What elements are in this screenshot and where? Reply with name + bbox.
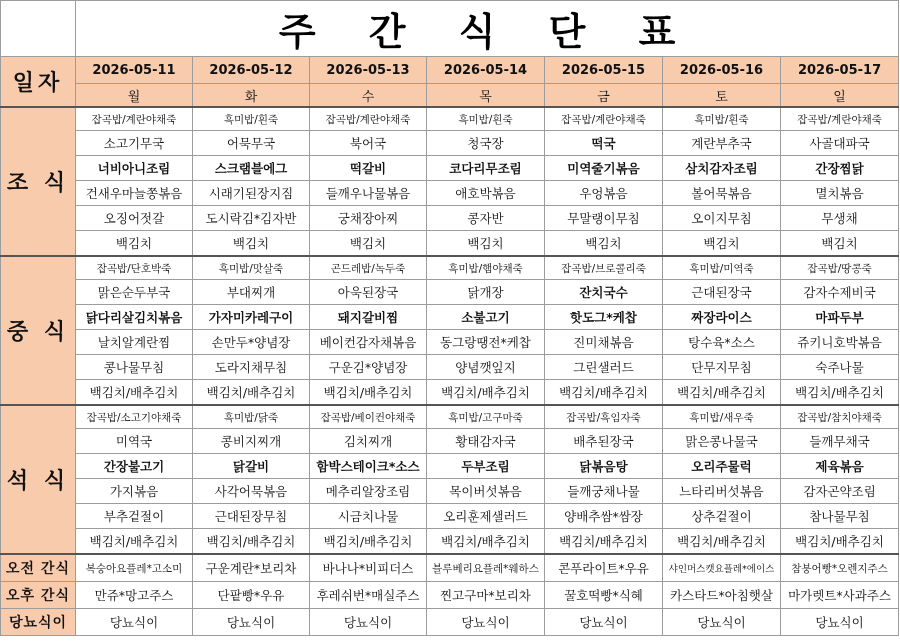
weekday-cell: 수 [310, 84, 427, 108]
menu-item-cell: 떡갈비 [310, 156, 427, 181]
menu-item-cell: 잡곡밥/브로콜리죽 [545, 256, 663, 280]
menu-item-cell: 탕수육*소스 [663, 330, 781, 355]
menu-item-cell: 콩자반 [427, 206, 545, 231]
menu-item-cell: 미역국 [76, 429, 193, 454]
meal-row [1, 280, 899, 305]
menu-item-cell: 가지볶음 [76, 479, 193, 504]
menu-item-cell: 흑미밥/고구마죽 [427, 405, 545, 429]
menu-item-cell: 감자곤약조림 [781, 479, 899, 504]
date-cell: 2026-05-13 [310, 57, 427, 84]
menu-item-cell: 잔치국수 [545, 280, 663, 305]
meal-row [1, 156, 899, 181]
menu-item-cell: 잡곡밥/베이컨야채죽 [310, 405, 427, 429]
meal-row [1, 181, 899, 206]
menu-item-cell: 베이컨감자채볶음 [310, 330, 427, 355]
weekday-cell: 토 [663, 84, 781, 108]
menu-item-cell: 느타리버섯볶음 [663, 479, 781, 504]
title-blank-cell [1, 1, 76, 57]
menu-item-cell: 근대된장무침 [193, 504, 310, 529]
meal-row [1, 380, 899, 406]
menu-item-cell: 돼지갈비찜 [310, 305, 427, 330]
menu-item-cell: 구운김*양념장 [310, 355, 427, 380]
snack-item-cell: 당뇨식이 [545, 609, 663, 636]
menu-item-cell: 손만두*양념장 [193, 330, 310, 355]
menu-item-cell: 마파두부 [781, 305, 899, 330]
menu-item-cell: 소불고기 [427, 305, 545, 330]
menu-item-cell: 곤드레밥/녹두죽 [310, 256, 427, 280]
menu-item-cell: 잡곡밥/소고기야채죽 [76, 405, 193, 429]
menu-item-cell: 양념깻잎지 [427, 355, 545, 380]
menu-item-cell: 무생채 [781, 206, 899, 231]
snack-item-cell: 당뇨식이 [781, 609, 899, 636]
weekday-cell: 목 [427, 84, 545, 108]
menu-item-cell: 목이버섯볶음 [427, 479, 545, 504]
menu-item-cell: 두부조림 [427, 454, 545, 479]
menu-item-cell: 건새우마늘쫑볶음 [76, 181, 193, 206]
menu-item-cell: 맑은콩나물국 [663, 429, 781, 454]
snack-item-cell: 복숭아요플레*고소미 [76, 554, 193, 582]
menu-item-cell: 숙주나물 [781, 355, 899, 380]
weekday-cell: 월 [76, 84, 193, 108]
menu-item-cell: 잡곡밥/땅콩죽 [781, 256, 899, 280]
menu-item-cell: 핫도그*케찹 [545, 305, 663, 330]
meal-row [1, 454, 899, 479]
menu-item-cell: 애호박볶음 [427, 181, 545, 206]
menu-item-cell: 백김치/배추김치 [76, 529, 193, 555]
snack-item-cell: 당뇨식이 [76, 609, 193, 636]
menu-item-cell: 황태감자국 [427, 429, 545, 454]
menu-item-cell: 백김치/배추김치 [545, 529, 663, 555]
meal-section-label: 조 식 [1, 107, 76, 256]
menu-item-cell: 계란부추국 [663, 131, 781, 156]
menu-item-cell: 잡곡밥/단호박죽 [76, 256, 193, 280]
menu-item-cell: 양배추쌈*쌈장 [545, 504, 663, 529]
menu-item-cell: 닭갈비 [193, 454, 310, 479]
menu-item-cell: 소고기무국 [76, 131, 193, 156]
menu-item-cell: 콩나물무침 [76, 355, 193, 380]
date-cell: 2026-05-11 [76, 57, 193, 84]
menu-item-cell: 어묵무국 [193, 131, 310, 156]
menu-item-cell: 아욱된장국 [310, 280, 427, 305]
snack-label: 당뇨식이 [1, 609, 76, 636]
menu-item-cell: 오리훈제샐러드 [427, 504, 545, 529]
snack-row [1, 554, 899, 582]
weekday-cell: 화 [193, 84, 310, 108]
date-cell: 2026-05-12 [193, 57, 310, 84]
menu-item-cell: 멸치볶음 [781, 181, 899, 206]
menu-item-cell: 백김치/배추김치 [427, 529, 545, 555]
menu-item-cell: 잡곡밥/흑임자죽 [545, 405, 663, 429]
menu-item-cell: 들깨무채국 [781, 429, 899, 454]
snack-item-cell: 카스타드*아침햇살 [663, 582, 781, 609]
menu-item-cell: 코다리무조림 [427, 156, 545, 181]
snack-item-cell: 구운계란*보리차 [193, 554, 310, 582]
menu-item-cell: 떡국 [545, 131, 663, 156]
menu-item-cell: 함박스테이크*소스 [310, 454, 427, 479]
snack-item-cell: 찐고구마*보리차 [427, 582, 545, 609]
menu-item-cell: 흑미밥/맛살죽 [193, 256, 310, 280]
menu-item-cell: 흑미밥/닭죽 [193, 405, 310, 429]
menu-item-cell: 날치알계란찜 [76, 330, 193, 355]
menu-item-cell: 오이지무침 [663, 206, 781, 231]
meal-row [1, 131, 899, 156]
menu-item-cell: 북어국 [310, 131, 427, 156]
menu-item-cell: 참나물무침 [781, 504, 899, 529]
menu-item-cell: 맑은순두부국 [76, 280, 193, 305]
menu-item-cell: 무말랭이무침 [545, 206, 663, 231]
menu-item-cell: 청국장 [427, 131, 545, 156]
snack-item-cell: 마가렛트*사과주스 [781, 582, 899, 609]
menu-item-cell: 백김치 [545, 231, 663, 257]
menu-item-cell: 우엉볶음 [545, 181, 663, 206]
meal-row [1, 206, 899, 231]
menu-item-cell: 백김치/배추김치 [663, 380, 781, 406]
snack-item-cell: 만쥬*망고주스 [76, 582, 193, 609]
menu-item-cell: 흑미밥/흰죽 [193, 107, 310, 131]
snack-row [1, 609, 899, 636]
menu-item-cell: 백김치 [781, 231, 899, 257]
menu-item-cell: 백김치/배추김치 [663, 529, 781, 555]
menu-item-cell: 제육볶음 [781, 454, 899, 479]
date-cell: 2026-05-16 [663, 57, 781, 84]
meal-section-label: 석 식 [1, 405, 76, 554]
menu-item-cell: 진미채볶음 [545, 330, 663, 355]
menu-item-cell: 흑미밥/햄야채죽 [427, 256, 545, 280]
snack-row [1, 582, 899, 609]
menu-item-cell: 짜장라이스 [663, 305, 781, 330]
meal-row [1, 405, 899, 429]
menu-item-cell: 백김치/배추김치 [545, 380, 663, 406]
menu-item-cell: 삼치감자조림 [663, 156, 781, 181]
menu-item-cell: 시래기된장지짐 [193, 181, 310, 206]
menu-item-cell: 백김치/배추김치 [310, 380, 427, 406]
menu-item-cell: 백김치 [427, 231, 545, 257]
menu-item-cell: 잡곡밥/계란야채죽 [76, 107, 193, 131]
meal-row [1, 355, 899, 380]
meal-row [1, 479, 899, 504]
menu-item-cell: 닭볶음탕 [545, 454, 663, 479]
snack-item-cell: 후레쉬번*매실주스 [310, 582, 427, 609]
menu-item-cell: 그린샐러드 [545, 355, 663, 380]
menu-item-cell: 감자수제비국 [781, 280, 899, 305]
menu-item-cell: 백김치/배추김치 [76, 380, 193, 406]
snack-sections [1, 554, 899, 636]
menu-item-cell: 부대찌개 [193, 280, 310, 305]
snack-item-cell: 당뇨식이 [193, 609, 310, 636]
snack-item-cell: 당뇨식이 [310, 609, 427, 636]
page-title: 주 간 식 단 표 [76, 1, 899, 57]
meal-row [1, 330, 899, 355]
menu-item-cell: 백김치 [76, 231, 193, 257]
snack-item-cell: 꿀호떡빵*식혜 [545, 582, 663, 609]
snack-item-cell: 당뇨식이 [427, 609, 545, 636]
menu-item-cell: 상추겉절이 [663, 504, 781, 529]
menu-item-cell: 백김치/배추김치 [781, 380, 899, 406]
menu-item-cell: 간장찜닭 [781, 156, 899, 181]
snack-item-cell: 당뇨식이 [663, 609, 781, 636]
menu-item-cell: 김치찌개 [310, 429, 427, 454]
date-header-label: 일자 [1, 57, 76, 108]
menu-item-cell: 사골대파국 [781, 131, 899, 156]
menu-item-cell: 배추된장국 [545, 429, 663, 454]
menu-item-cell: 백김치 [663, 231, 781, 257]
menu-item-cell: 백김치/배추김치 [193, 529, 310, 555]
weekday-cell: 금 [545, 84, 663, 108]
meal-sections [1, 107, 899, 554]
snack-item-cell: 샤인머스캣요플레*에이스 [663, 554, 781, 582]
menu-item-cell: 사각어묵볶음 [193, 479, 310, 504]
menu-item-cell: 스크램블에그 [193, 156, 310, 181]
menu-item-cell: 단무지무침 [663, 355, 781, 380]
menu-item-cell: 콩비지찌개 [193, 429, 310, 454]
menu-item-cell: 흑미밥/새우죽 [663, 405, 781, 429]
menu-item-cell: 들깨궁채나물 [545, 479, 663, 504]
menu-item-cell: 간장불고기 [76, 454, 193, 479]
menu-item-cell: 시금치나물 [310, 504, 427, 529]
menu-item-cell: 백김치/배추김치 [193, 380, 310, 406]
menu-item-cell: 잡곡밥/계란야채죽 [781, 107, 899, 131]
menu-item-cell: 백김치/배추김치 [310, 529, 427, 555]
snack-item-cell: 콘푸라이트*우유 [545, 554, 663, 582]
menu-item-cell: 부추겉절이 [76, 504, 193, 529]
menu-item-cell: 오리주물럭 [663, 454, 781, 479]
meal-row [1, 256, 899, 280]
menu-item-cell: 잡곡밥/계란야채죽 [545, 107, 663, 131]
menu-item-cell: 미역줄기볶음 [545, 156, 663, 181]
snack-item-cell: 참붕어빵*오렌지주스 [781, 554, 899, 582]
menu-item-cell: 잡곡밥/계란야채죽 [310, 107, 427, 131]
menu-item-cell: 쥬키니호박볶음 [781, 330, 899, 355]
meal-section-label: 중 식 [1, 256, 76, 405]
date-cell: 2026-05-17 [781, 57, 899, 84]
meal-row [1, 231, 899, 257]
menu-item-cell: 도시락김*김자반 [193, 206, 310, 231]
meal-row [1, 107, 899, 131]
menu-item-cell: 흑미밥/흰죽 [427, 107, 545, 131]
menu-item-cell: 백김치/배추김치 [427, 380, 545, 406]
menu-item-cell: 흑미밥/미역죽 [663, 256, 781, 280]
menu-item-cell: 들깨우나물볶음 [310, 181, 427, 206]
menu-item-cell: 가자미카레구이 [193, 305, 310, 330]
menu-item-cell: 너비아니조림 [76, 156, 193, 181]
menu-item-cell: 흑미밥/흰죽 [663, 107, 781, 131]
weekday-cell: 일 [781, 84, 899, 108]
menu-item-cell: 닭다리살김치볶음 [76, 305, 193, 330]
menu-item-cell: 잡곡밥/참치야채죽 [781, 405, 899, 429]
menu-item-cell: 백김치 [310, 231, 427, 257]
menu-item-cell: 백김치 [193, 231, 310, 257]
snack-label: 오후 간식 [1, 582, 76, 609]
menu-item-cell: 볼어묵볶음 [663, 181, 781, 206]
menu-item-cell: 닭개장 [427, 280, 545, 305]
meal-row [1, 504, 899, 529]
meal-row [1, 429, 899, 454]
snack-item-cell: 블루베리요플레*웨하스 [427, 554, 545, 582]
snack-item-cell: 단팥빵*우유 [193, 582, 310, 609]
menu-item-cell: 도라지채무침 [193, 355, 310, 380]
date-cell: 2026-05-15 [545, 57, 663, 84]
menu-item-cell: 오징어젓갈 [76, 206, 193, 231]
menu-item-cell: 궁채장아찌 [310, 206, 427, 231]
snack-label: 오전 간식 [1, 554, 76, 582]
menu-item-cell: 근대된장국 [663, 280, 781, 305]
meal-row [1, 529, 899, 555]
snack-item-cell: 바나나*비피더스 [310, 554, 427, 582]
menu-item-cell: 메추리알장조림 [310, 479, 427, 504]
menu-item-cell: 동그랑땡전*케찹 [427, 330, 545, 355]
menu-item-cell: 백김치/배추김치 [781, 529, 899, 555]
date-cell: 2026-05-14 [427, 57, 545, 84]
meal-row [1, 305, 899, 330]
